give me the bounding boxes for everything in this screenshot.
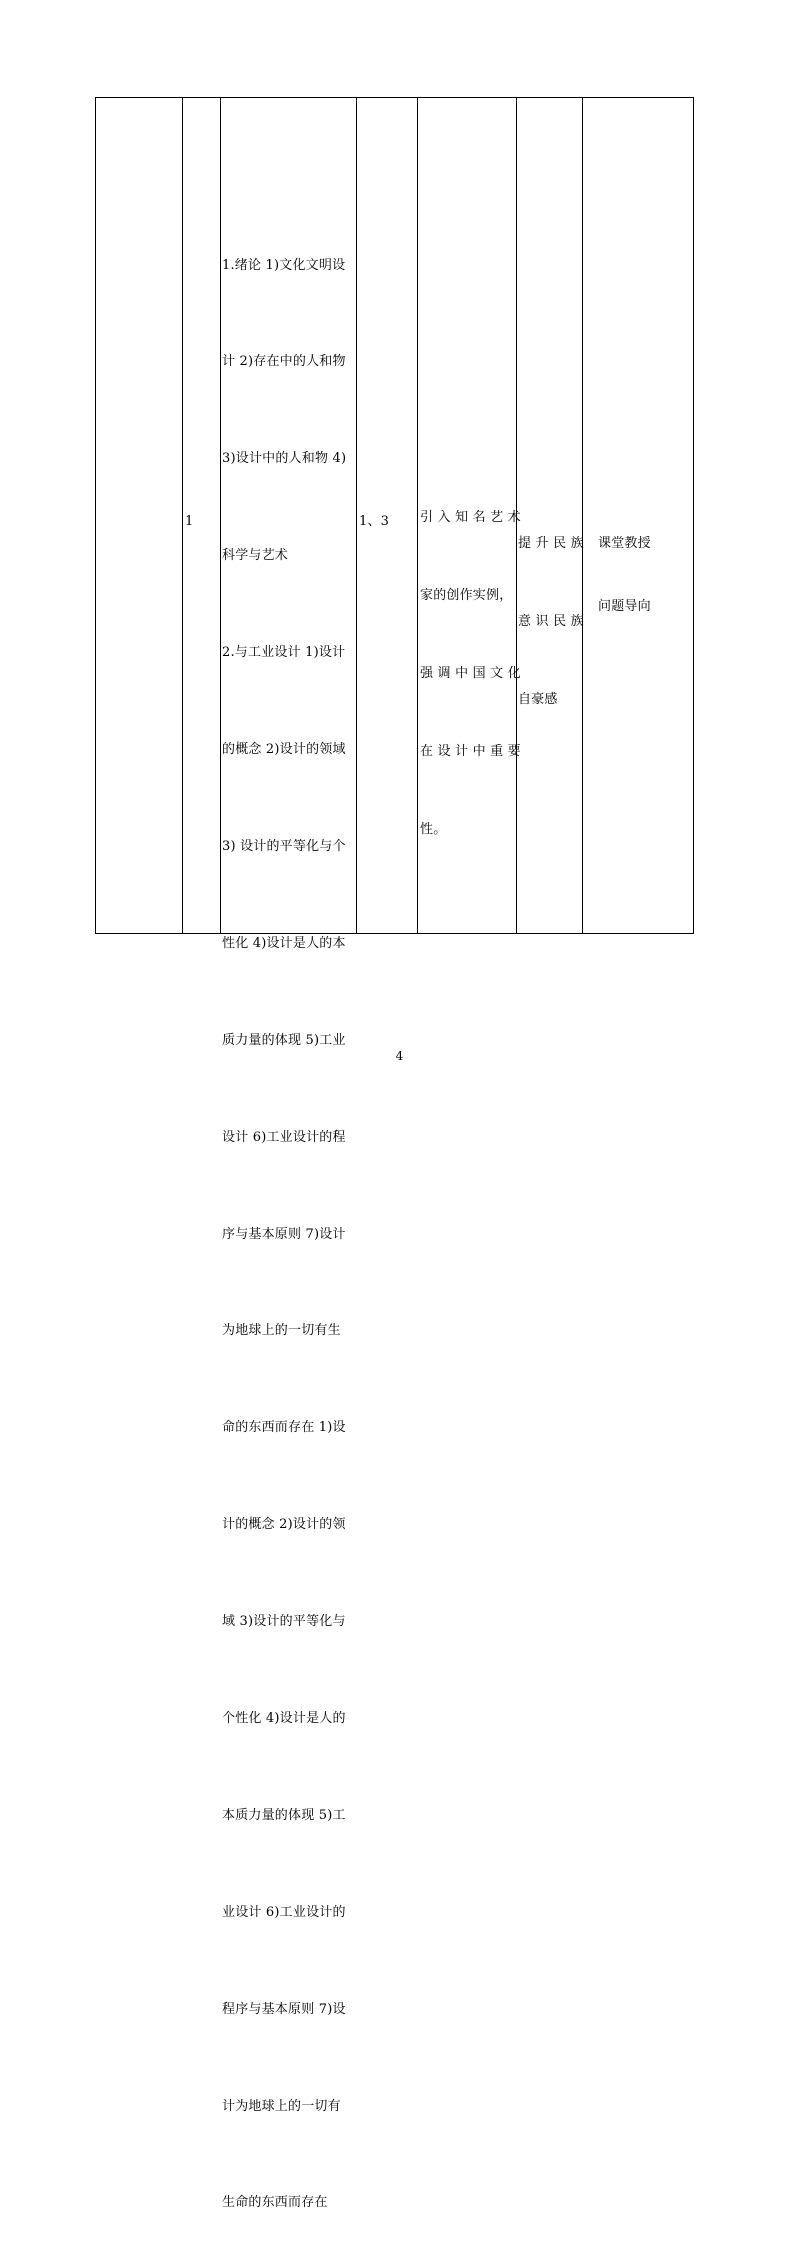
ideology-line: 在 设 计 中 重 要 [420,744,521,759]
ideology-line: 强 调 中 国 文 化 [420,666,521,681]
ideology-line: 家的创作实例， [420,588,513,603]
column-divider [220,98,221,933]
content-line: 命的东西而存在 1)设 [222,1420,346,1436]
content-line: 1.绪论 1)文化文明设 [222,257,346,273]
course-table [95,97,694,2211]
content-line: 程序与基本原则 7)设 [222,2001,346,2017]
content-line: 个性化 4)设计是人的 [222,1710,346,1726]
method-line: 课堂教授 [598,536,651,551]
content-line: 业设计 6)工业设计的 [222,1904,346,1920]
content-line: 设计 6)工业设计的程 [222,1129,346,1145]
content-line: 的概念 2)设计的领域 [222,742,346,758]
method-line: 问题导向 [598,599,651,614]
row-number: 1 [185,514,194,529]
content-line: 2.与工业设计 1)设计 [222,645,346,661]
goal-line: 自豪感 [518,692,558,707]
method-cell [598,491,651,659]
goal-cell [518,479,584,765]
goal-line: 意 识 民 族 [518,614,584,629]
column-divider [182,98,183,933]
content-line: 性化 4)设计是人的本 [222,935,346,951]
content-line: 生命的东西而存在 [222,2195,328,2211]
column-divider [417,98,418,933]
ideology-cell [420,453,521,895]
content-line: 计为地球上的一切有 [222,2098,341,2114]
column-divider [356,98,357,933]
content-line: 计 2)存在中的人和物 [222,354,346,370]
content-line: 本质力量的体现 5)工 [222,1807,346,1823]
page-number: 4 [395,1049,404,1063]
content-line: 3)设计中的人和物 4) [222,451,347,467]
content-cell [222,185,346,2262]
content-line: 序与基本原则 7)设计 [222,1226,346,1242]
goal-line: 提 升 民 族 [518,536,584,551]
chapter-cell: 1、3 [359,514,390,529]
content-line: 科学与艺术 [222,548,289,564]
content-line: 3) 设计的平等化与个 [222,838,346,854]
content-line: 域 3)设计的平等化与 [222,1614,346,1630]
ideology-line: 性。 [420,822,447,837]
content-line: 为地球上的一切有生 [222,1323,341,1339]
content-line: 计的概念 2)设计的领 [222,1517,346,1533]
content-line: 质力量的体现 5)工业 [222,1032,346,1048]
ideology-line: 引 入 知 名 艺 术 [420,510,521,525]
